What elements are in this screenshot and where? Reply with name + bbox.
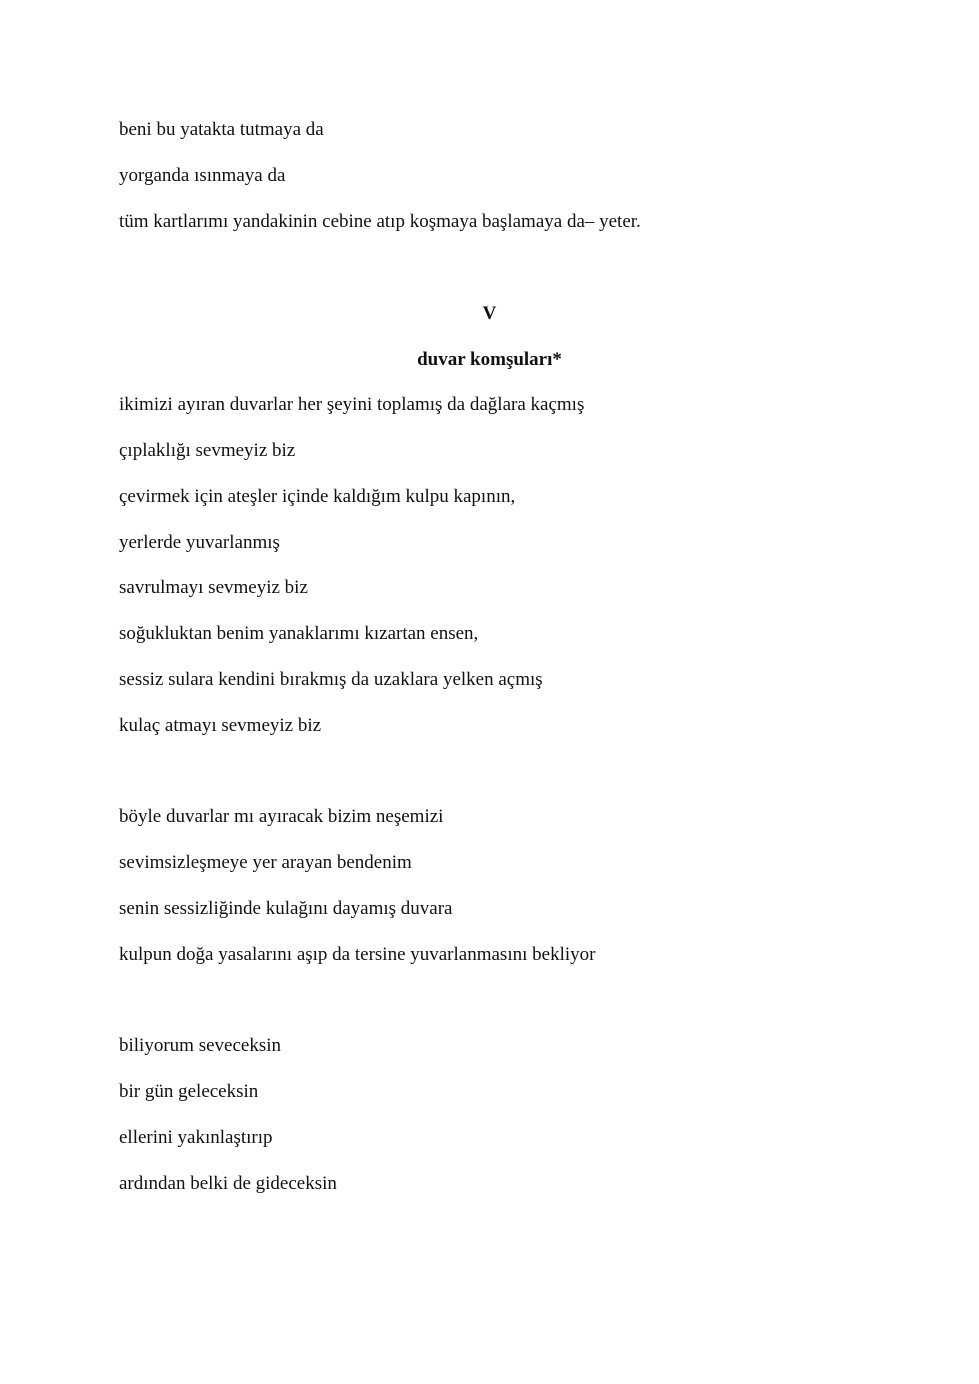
poem-title: duvar komşuları* <box>417 349 562 370</box>
poem-line: sevimsizleşmeye yer arayan bendenim <box>119 852 412 873</box>
poem-line: sessiz sulara kendini bırakmış da uzaklara yelken açmış <box>119 669 543 690</box>
poem-line: ellerini yakınlaştırıp <box>119 1127 273 1148</box>
poem-line: beni bu yatakta tutmaya da <box>119 119 324 140</box>
poem-line: ikimizi ayıran duvarlar her şeyini toplamış da dağlara kaçmış <box>119 394 585 415</box>
poem-line: kulaç atmayı sevmeyiz biz <box>119 715 322 736</box>
poem-line: böyle duvarlar mı ayıracak bizim neşemizi <box>119 806 444 827</box>
poem-line: ardından belki de gideceksin <box>119 1173 337 1194</box>
poem-line: kulpun doğa yasalarını aşıp da tersine yuvarlanmasını bekliyor <box>119 944 596 965</box>
poem-line: tüm kartlarımı yandakinin cebine atıp koşmaya başlamaya da– yeter. <box>119 211 641 232</box>
section-number: V <box>482 303 497 324</box>
poem-line: çevirmek için ateşler içinde kaldığım kulpu kapının, <box>119 486 516 507</box>
poem-line: soğukluktan benim yanaklarımı kızartan ensen, <box>119 623 479 644</box>
poem-line: yorganda ısınmaya da <box>119 165 286 186</box>
poem-line: senin sessizliğinde kulağını dayamış duvara <box>119 898 453 919</box>
poem-line: bir gün geleceksin <box>119 1081 259 1102</box>
poem-line: savrulmayı sevmeyiz biz <box>119 577 308 598</box>
poem-line: çıplaklığı sevmeyiz biz <box>119 440 296 461</box>
poem-line: yerlerde yuvarlanmış <box>119 532 280 553</box>
poem-line: biliyorum seveceksin <box>119 1035 281 1056</box>
